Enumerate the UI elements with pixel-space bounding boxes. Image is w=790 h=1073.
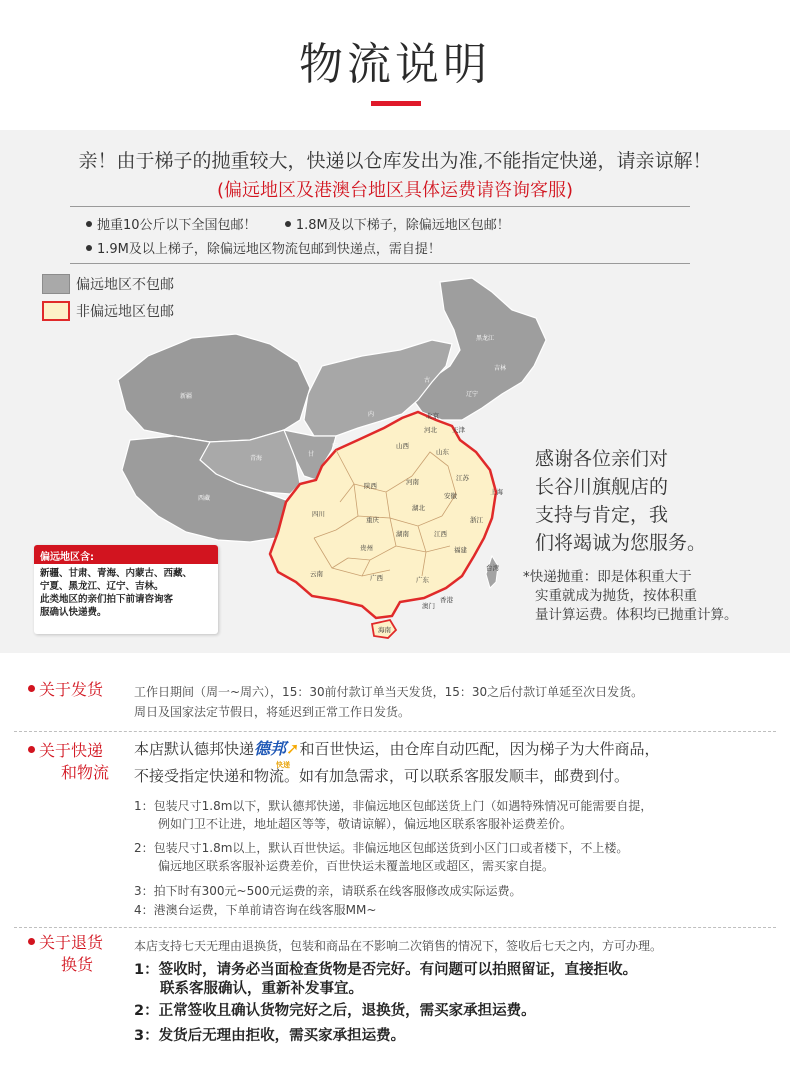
map-label: 西藏 <box>198 495 211 502</box>
divider <box>70 263 690 264</box>
map-label: 北京 <box>426 412 439 420</box>
returns-intro: 本店支持七天无理由退换货，包装和商品在不影响二次销售的情况下，签收后七天之内，方可办理。 <box>134 939 663 953</box>
map-label: 甘 <box>308 451 315 458</box>
bullet-row <box>86 214 510 233</box>
map-label: 香港 <box>440 596 453 604</box>
returns-item: 2：正常签收且确认货物完好之后，退换货，需买家承担运费。 <box>134 1003 536 1019</box>
note-line: 量计算运费。体积均已抛重计算。 <box>535 607 738 623</box>
intro-notice: 亲！由于梯子的抛重较大，快递以仓库发出为准,不能指定快递，请亲谅解！ <box>78 150 712 172</box>
debang-logo <box>254 736 300 769</box>
remote-area-line: 此类地区的亲们拍下前请咨询客 <box>40 594 174 605</box>
page-title: 物流说明 <box>299 39 491 90</box>
divider <box>70 206 690 207</box>
section-title-shipping <box>28 679 103 701</box>
bullet-text: 1.8M及以下梯子，除偏远地区包邮！ <box>295 218 510 233</box>
map-label: 山西 <box>396 442 409 450</box>
logistics-item: 偏远地区联系客服补运费差价，百世快运未覆盖地区或超区，需买家自提。 <box>158 859 555 873</box>
section-title: 关于退货 <box>39 933 104 952</box>
returns-item: 3：发货后无理由拒收，需买家承担运费。 <box>134 1028 406 1044</box>
logistics-item: 例如门卫不让进，地址超区等等，敬请谅解），偏远地区联系客服补运费差价。 <box>158 817 573 831</box>
bullet-dot <box>86 221 92 227</box>
remote-area-line: 新疆、甘肃、青海、内蒙古、西藏、 <box>40 568 193 579</box>
legend-swatch-gray <box>42 274 70 294</box>
intro-remote-note: (偏远地区及港澳台地区具体运费请咨询客服) <box>216 180 574 201</box>
bullet-text: 1.9M及以上梯子，除偏远地区物流包邮到快递点，需自提！ <box>97 242 441 257</box>
shipping-line: 工作日期间（周一~周六），15：30前付款订单当天发货，15：30之后付款订单延至次日发货。 <box>134 685 644 699</box>
thanks-line: 们将竭诚为您服务。 <box>535 532 707 554</box>
logistics-item: 4：港澳台运费，下单前请咨询在线客服MM~ <box>134 903 377 917</box>
remote-area-line: 宁夏、黑龙江、辽宁、吉林。 <box>40 581 164 592</box>
note-line: 实重就成为抛货，按体积重 <box>535 588 697 604</box>
map-label: 古 <box>424 377 431 384</box>
thanks-message <box>535 445 775 557</box>
note-line: *快递抛重：即是体积重大于 <box>523 569 692 585</box>
map-label: 海南 <box>378 626 391 634</box>
map-label: 湖南 <box>396 530 409 538</box>
shipping-line: 周日及国家法定节假日，将延迟到正常工作日发货。 <box>134 705 411 719</box>
bullet-dot <box>285 221 291 227</box>
section-title: 换货 <box>61 955 94 974</box>
returns-item: 联系客服确认，重新补发事宜。 <box>160 981 363 997</box>
returns-item: 1：签收时，请务必当面检查货物是否完好。有问题可以拍照留证，直接拒收。 <box>134 962 638 978</box>
map-label: 新疆 <box>180 393 193 400</box>
map-label: 宁 <box>332 443 339 450</box>
bullet-row <box>86 238 441 257</box>
bullet-text: 抛重10公斤以下全国包邮！ <box>97 218 257 233</box>
section-separator <box>14 731 776 732</box>
map-label: 青海 <box>250 455 263 462</box>
map-region-remote <box>118 334 310 442</box>
section-dot <box>28 938 35 945</box>
section-title: 和物流 <box>61 763 110 782</box>
section-title-returns <box>28 932 103 976</box>
title-underline <box>371 101 421 106</box>
legend-label: 非偏远地区包邮 <box>76 304 174 320</box>
map-label: 山东 <box>436 448 449 456</box>
thanks-line: 感谢各位亲们对 <box>535 448 669 470</box>
map-label: 云南 <box>310 570 323 578</box>
section-dot <box>28 746 35 753</box>
map-label: 吉林 <box>494 365 507 372</box>
thanks-line: 支持与肯定，我 <box>535 504 669 526</box>
map-label: 贵州 <box>360 544 373 552</box>
remote-area-line: 服确认快递费。 <box>40 607 107 618</box>
debang-logo-text: 德邦 <box>254 739 287 758</box>
map-label: 台湾 <box>486 564 499 572</box>
map-label: 四川 <box>312 510 325 518</box>
remote-area-list <box>34 564 218 622</box>
logistics-item: 2：包装尺寸1.8m以上，默认百世快运。非偏远地区包邮送货到小区门口或者楼下，不上楼。 <box>134 841 629 855</box>
map-label: 澳门 <box>422 602 435 610</box>
map-label: 安徽 <box>444 492 457 500</box>
thanks-line: 长谷川旗舰店的 <box>535 476 669 498</box>
section-title: 关于发货 <box>39 680 104 699</box>
bullet-dot <box>86 245 92 251</box>
section-separator <box>14 927 776 928</box>
map-label: 内 <box>368 411 375 418</box>
section-title: 关于快递 <box>39 741 104 760</box>
logistics-item: 1：包装尺寸1.8m以下，默认德邦快递，非偏远地区包邮送货上门（如遇特殊情况可能需要自提， <box>134 799 653 813</box>
map-label: 黑龙江 <box>476 335 495 342</box>
header <box>0 0 790 130</box>
logistics-main-text: 本店默认德邦快递 <box>134 740 255 758</box>
map-label: 广东 <box>416 576 429 584</box>
map-label: 福建 <box>454 546 467 554</box>
map-label: 浙江 <box>470 516 483 524</box>
debang-arrow-icon: ➚ <box>286 739 300 758</box>
section-title-logistics <box>28 740 109 784</box>
map-label: 上海 <box>490 488 503 496</box>
section-dot <box>28 685 35 692</box>
logistics-main-text: 和百世快运，由仓库自动匹配，因为梯子为大件商品， <box>299 740 660 758</box>
map-label: 重庆 <box>366 516 379 524</box>
remote-area-box <box>34 545 218 634</box>
debang-logo-sub: 快递 <box>276 761 291 769</box>
legend-label: 偏远地区不包邮 <box>76 277 174 293</box>
logistics-item: 3：拍下时有300元~500元运费的亲，请联系在线客服修改成实际运费。 <box>134 884 522 898</box>
map-label: 江苏 <box>456 474 469 482</box>
map-label: 天津 <box>452 426 465 434</box>
logistics-main-line2: 不接受指定快递和物流。如有加急需求，可以联系客服发顺丰，邮费到付。 <box>134 767 630 785</box>
map-label: 陕西 <box>364 482 377 490</box>
map-label: 河南 <box>406 478 419 486</box>
map-region-taiwan <box>486 556 498 588</box>
map-label: 广西 <box>370 574 383 582</box>
legend-swatch-yellow <box>42 301 70 321</box>
remote-area-title: 偏远地区含: <box>34 545 218 564</box>
map-label: 江西 <box>434 530 447 538</box>
map-label: 湖北 <box>412 504 425 512</box>
map-label: 河北 <box>424 426 437 434</box>
volumetric-note <box>523 568 783 625</box>
map-label: 辽宁 <box>466 391 479 398</box>
logistics-main <box>134 736 660 769</box>
